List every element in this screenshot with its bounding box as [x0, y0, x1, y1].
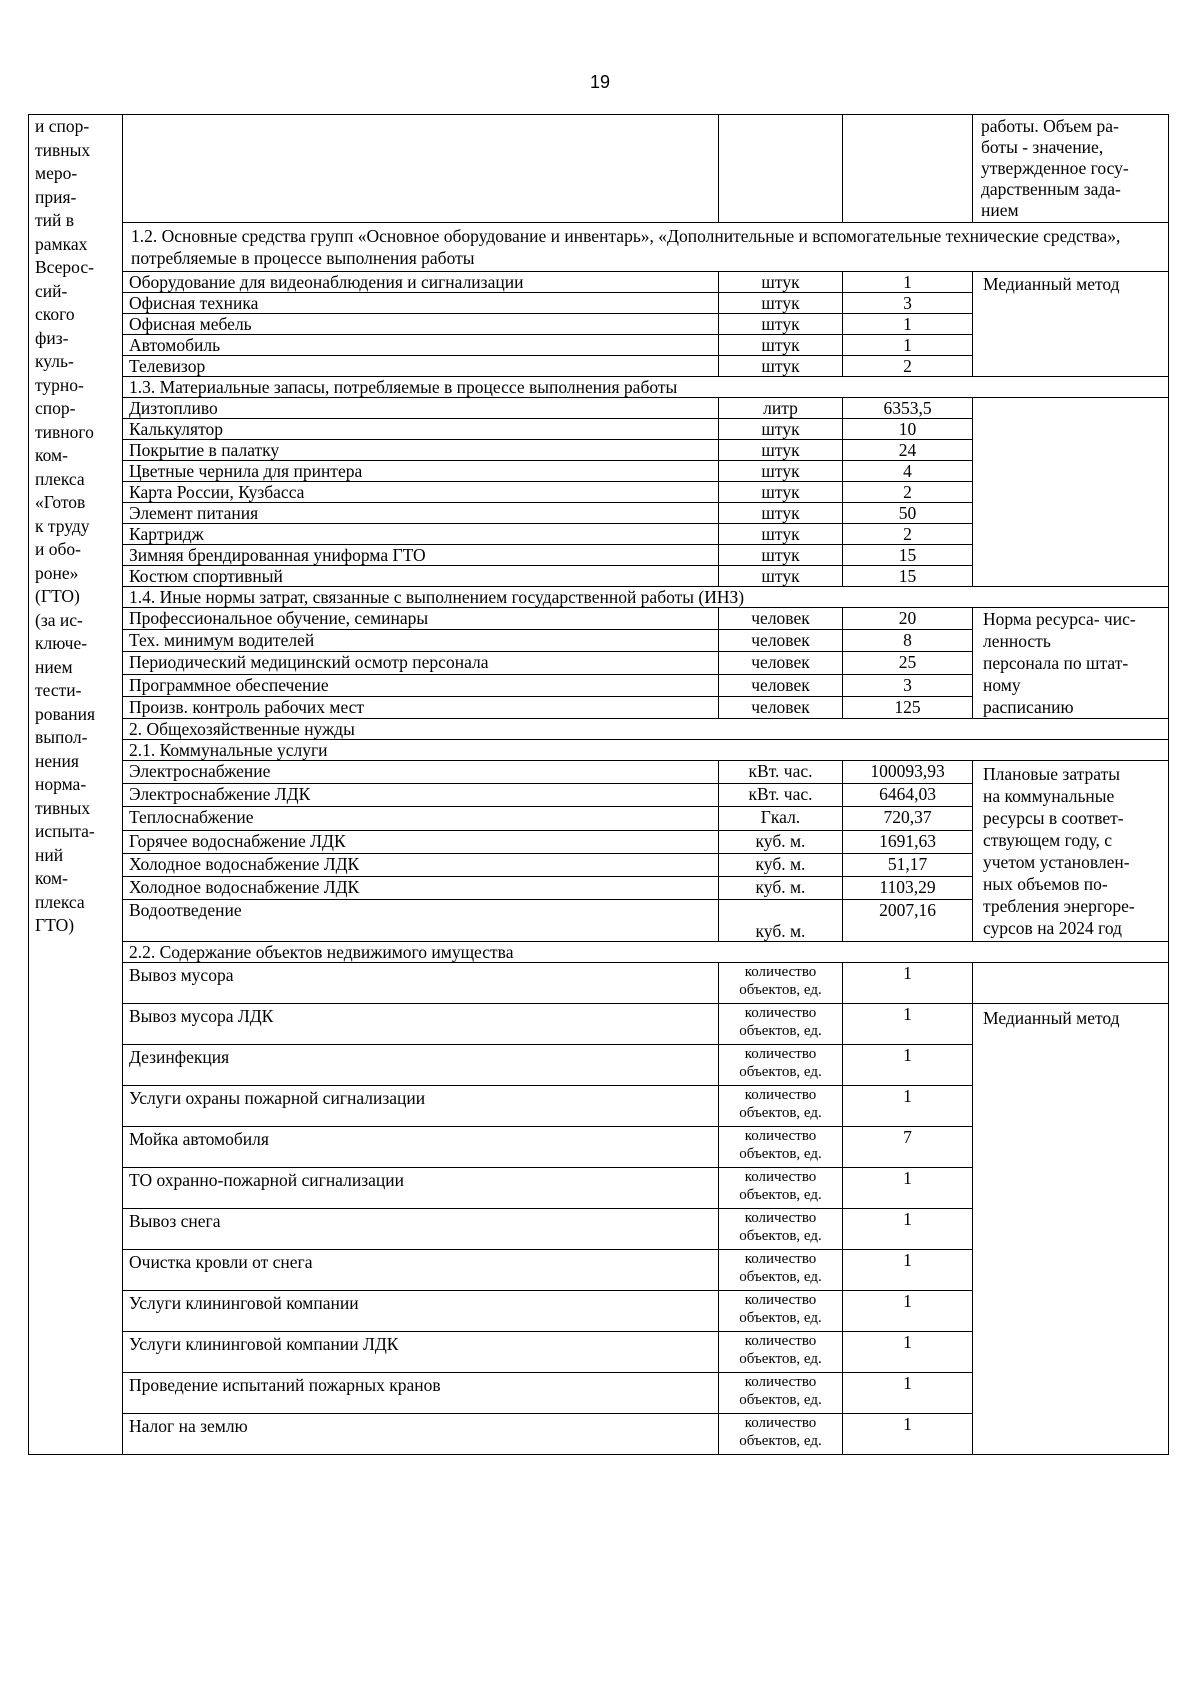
- table-row: [29, 1004, 1169, 1045]
- item-name: Калькулятор: [123, 419, 719, 440]
- method-note-cell: Медианный метод: [973, 1004, 1169, 1455]
- activity-name-cell: [29, 115, 123, 1455]
- item-name: Мойка автомобиля: [123, 1127, 719, 1168]
- item-value: 6353,5: [843, 398, 973, 419]
- table-row: [29, 223, 1169, 272]
- table-row: [29, 608, 1169, 630]
- item-unit: количество объектов, ед.: [719, 1086, 843, 1127]
- item-value: 20: [843, 608, 973, 630]
- item-name: Карта России, Кузбасса: [123, 482, 719, 503]
- method-note-cell: [973, 761, 1169, 942]
- item-name: Программное обеспечение: [123, 674, 719, 696]
- text-line: и спор-: [35, 116, 90, 136]
- item-name: ТО охранно-пожарной сигнализации: [123, 1168, 719, 1209]
- item-value: 25: [843, 652, 973, 674]
- text-line: выпол-: [35, 727, 88, 747]
- item-value: 1: [843, 314, 973, 335]
- item-value: 1: [843, 1250, 973, 1291]
- item-value: 51,17: [843, 853, 973, 876]
- item-name: Проведение испытаний пожарных кранов: [123, 1373, 719, 1414]
- item-value: 125: [843, 696, 973, 718]
- item-name: Вывоз мусора: [123, 963, 719, 1004]
- item-value: 2007,16: [843, 900, 973, 942]
- item-value: 1: [843, 1086, 973, 1127]
- item-name: Электроснабжение: [123, 761, 719, 784]
- item-unit: штук: [719, 272, 843, 293]
- text-line: ствующем году, с: [983, 830, 1113, 850]
- item-name: Дизтопливо: [123, 398, 719, 419]
- text-line: нием: [981, 200, 1019, 220]
- item-unit: количество объектов, ед.: [719, 1004, 843, 1045]
- text-line: расписанию: [983, 697, 1074, 717]
- text-line: тести-: [35, 680, 82, 700]
- item-name: Водоотведение: [123, 900, 719, 942]
- item-name: Офисная мебель: [123, 314, 719, 335]
- table-row: [29, 272, 1169, 293]
- text-line: ресурсы в соответ-: [983, 808, 1124, 828]
- table-cell: [123, 115, 719, 223]
- text-line: на коммунальные: [983, 786, 1115, 806]
- table-cell: [843, 115, 973, 223]
- item-name: Вывоз снега: [123, 1209, 719, 1250]
- text-line: нием: [35, 656, 73, 677]
- text-line: норма-: [35, 774, 87, 794]
- item-unit: куб. м.: [719, 876, 843, 899]
- text-line: плекса: [35, 891, 85, 912]
- item-name: Услуги клининговой компании ЛДК: [123, 1332, 719, 1373]
- section-heading: 2.2. Содержание объектов недвижимого имущества: [123, 942, 1169, 963]
- text-line: физ-: [35, 327, 69, 348]
- item-unit: количество объектов, ед.: [719, 1209, 843, 1250]
- item-unit: куб. м.: [719, 853, 843, 876]
- text-line: тивных: [35, 139, 91, 160]
- item-unit: кВт. час.: [719, 761, 843, 784]
- item-name: Вывоз мусора ЛДК: [123, 1004, 719, 1045]
- text-line: ского: [35, 304, 75, 324]
- cost-norms-table: [28, 114, 1169, 1455]
- text-line: «Готов: [35, 492, 86, 512]
- item-name: Покрытие в палатку: [123, 440, 719, 461]
- text-line: боты - значение,: [981, 137, 1104, 157]
- item-value: 3: [843, 293, 973, 314]
- page-number: 19: [589, 72, 611, 92]
- item-value: 1103,29: [843, 876, 973, 899]
- item-name: Холодное водоснабжение ЛДК: [123, 876, 719, 899]
- item-value: 2: [843, 524, 973, 545]
- item-unit: штук: [719, 314, 843, 335]
- text-line: Плановые затраты: [983, 764, 1120, 784]
- text-line: роне»: [35, 562, 79, 583]
- item-unit: куб. м.: [719, 830, 843, 853]
- text-line: работы. Объем ра-: [981, 116, 1119, 136]
- section-heading: 1.3. Материальные запасы, потребляемые в процессе выполнения работы: [123, 377, 1169, 398]
- text-line: (ГТО): [35, 586, 80, 606]
- table-cell: [719, 115, 843, 223]
- item-name: Автомобиль: [123, 335, 719, 356]
- item-value: 1: [843, 1373, 973, 1414]
- item-unit: штук: [719, 440, 843, 461]
- item-name: Дезинфекция: [123, 1045, 719, 1086]
- item-value: 1: [843, 963, 973, 1004]
- text-line: ных объемов по-: [983, 874, 1108, 894]
- item-value: 1: [843, 1414, 973, 1455]
- text-line: ком-: [35, 445, 68, 465]
- text-line: сурсов на 2024 год: [983, 918, 1122, 938]
- item-unit: штук: [719, 545, 843, 566]
- item-value: 8: [843, 630, 973, 652]
- item-unit: количество объектов, ед.: [719, 963, 843, 1004]
- item-value: 10: [843, 419, 973, 440]
- item-name: Оборудование для видеонаблюдения и сигнализации: [123, 272, 719, 293]
- table-row: [29, 963, 1169, 1004]
- text-line: испыта-: [35, 821, 95, 841]
- item-name: Цветные чернила для принтера: [123, 461, 719, 482]
- item-unit: количество объектов, ед.: [719, 1168, 843, 1209]
- text-line: ленность: [983, 631, 1051, 651]
- item-name: Костюм спортивный: [123, 566, 719, 587]
- item-value: 1: [843, 1332, 973, 1373]
- text-line: ному: [983, 675, 1021, 695]
- item-unit: количество объектов, ед.: [719, 1045, 843, 1086]
- table-row: [29, 719, 1169, 740]
- text-line: рования: [35, 703, 96, 724]
- text-line: ний: [35, 844, 64, 865]
- item-name: Телевизор: [123, 356, 719, 377]
- item-unit: человек: [719, 696, 843, 718]
- item-value: 1: [843, 1209, 973, 1250]
- item-value: 1691,63: [843, 830, 973, 853]
- item-name: Элемент питания: [123, 503, 719, 524]
- item-unit: количество объектов, ед.: [719, 1332, 843, 1373]
- item-name: Услуги клининговой компании: [123, 1291, 719, 1332]
- item-value: 720,37: [843, 807, 973, 830]
- item-unit: штук: [719, 461, 843, 482]
- section-heading: 2.1. Коммунальные услуги: [123, 740, 1169, 761]
- text-line: персонала по штат-: [983, 653, 1129, 673]
- item-value: 1: [843, 1291, 973, 1332]
- item-value: 4: [843, 461, 973, 482]
- item-value: 6464,03: [843, 784, 973, 807]
- item-unit: штук: [719, 503, 843, 524]
- text-line: дарственным зада-: [981, 179, 1121, 199]
- item-name: Тех. минимум водителей: [123, 630, 719, 652]
- item-name: Периодический медицинский осмотр персонала: [123, 652, 719, 674]
- text-line: (за ис-: [35, 609, 83, 630]
- text-line: спор-: [35, 398, 76, 418]
- item-name: Очистка кровли от снега: [123, 1250, 719, 1291]
- text-line: и обо-: [35, 539, 81, 559]
- item-value: 1: [843, 272, 973, 293]
- text-line: рамках: [35, 233, 88, 254]
- item-unit: кВт. час.: [719, 784, 843, 807]
- text-line: ГТО): [35, 915, 75, 935]
- item-unit: куб. м.: [719, 900, 843, 942]
- table-row: [29, 740, 1169, 761]
- table-row: [29, 398, 1169, 419]
- item-name: Холодное водоснабжение ЛДК: [123, 853, 719, 876]
- item-unit: литр: [719, 398, 843, 419]
- item-unit: штук: [719, 482, 843, 503]
- table-row: [29, 761, 1169, 784]
- text-line: требления энергоре-: [983, 896, 1135, 916]
- item-name: Электроснабжение ЛДК: [123, 784, 719, 807]
- section-heading: 1.4. Иные нормы затрат, связанные с выполнением государственной работы (ИНЗ): [123, 587, 1169, 608]
- item-name: Офисная техника: [123, 293, 719, 314]
- text-line: тий в: [35, 210, 75, 230]
- item-value: 2: [843, 482, 973, 503]
- item-value: 1: [843, 335, 973, 356]
- item-unit: штук: [719, 566, 843, 587]
- item-name: Налог на землю: [123, 1414, 719, 1455]
- method-note-cell: [973, 963, 1169, 1004]
- table-row: [29, 942, 1169, 963]
- text-line: Всерос-: [35, 257, 94, 277]
- item-unit: штук: [719, 524, 843, 545]
- item-name: Профессиональное обучение, семинары: [123, 608, 719, 630]
- text-line: ключе-: [35, 633, 88, 653]
- item-unit: человек: [719, 630, 843, 652]
- item-name: Услуги охраны пожарной сигнализации: [123, 1086, 719, 1127]
- text-line: прия-: [35, 186, 77, 207]
- section-heading: 2. Общехозяйственные нужды: [123, 719, 1169, 740]
- item-name: Картридж: [123, 524, 719, 545]
- item-value: 15: [843, 566, 973, 587]
- table-row: [29, 377, 1169, 398]
- item-value: 7: [843, 1127, 973, 1168]
- text-line: тивных: [35, 797, 91, 818]
- item-value: 1: [843, 1168, 973, 1209]
- method-note-cell: [973, 398, 1169, 587]
- item-unit: количество объектов, ед.: [719, 1291, 843, 1332]
- item-unit: человек: [719, 674, 843, 696]
- text-line: ком-: [35, 868, 68, 888]
- item-name: Произв. контроль рабочих мест: [123, 696, 719, 718]
- item-unit: человек: [719, 608, 843, 630]
- text-line: куль-: [35, 351, 74, 371]
- item-unit: человек: [719, 652, 843, 674]
- item-unit: штук: [719, 356, 843, 377]
- text-line: меро-: [35, 163, 78, 183]
- text-line: плекса: [35, 468, 85, 489]
- text-line: нения: [35, 750, 79, 771]
- text-line: учетом установлен-: [983, 852, 1130, 872]
- text-line: к труду: [35, 515, 90, 536]
- text-line: тивного: [35, 421, 94, 442]
- text-line: турно-: [35, 374, 84, 395]
- text-line: сий-: [35, 280, 68, 301]
- item-unit: количество объектов, ед.: [719, 1414, 843, 1455]
- method-note-cell: [973, 608, 1169, 719]
- item-unit: Гкал.: [719, 807, 843, 830]
- method-note-cell: Медианный метод: [973, 272, 1169, 377]
- item-unit: количество объектов, ед.: [719, 1127, 843, 1168]
- item-value: 15: [843, 545, 973, 566]
- item-unit: штук: [719, 293, 843, 314]
- item-value: 50: [843, 503, 973, 524]
- item-name: Теплоснабжение: [123, 807, 719, 830]
- text-line: утвержденное госу-: [981, 158, 1129, 178]
- item-unit: штук: [719, 335, 843, 356]
- table-row: [29, 115, 1169, 223]
- item-unit: количество объектов, ед.: [719, 1250, 843, 1291]
- item-value: 24: [843, 440, 973, 461]
- item-value: 2: [843, 356, 973, 377]
- item-value: 1: [843, 1004, 973, 1045]
- item-name: Горячее водоснабжение ЛДК: [123, 830, 719, 853]
- item-unit: количество объектов, ед.: [719, 1373, 843, 1414]
- item-name: Зимняя брендированная униформа ГТО: [123, 545, 719, 566]
- item-value: 1: [843, 1045, 973, 1086]
- item-value: 100093,93: [843, 761, 973, 784]
- method-note-cell: [973, 115, 1169, 223]
- text-line: Норма ресурса- чис-: [983, 609, 1136, 629]
- section-heading: 1.2. Основные средства групп «Основное оборудование и инвентарь», «Дополнительные и вспомогательные технические средства», потребляемые в процессе выполнения работы: [123, 223, 1169, 272]
- item-unit: штук: [719, 419, 843, 440]
- item-value: 3: [843, 674, 973, 696]
- table-row: [29, 587, 1169, 608]
